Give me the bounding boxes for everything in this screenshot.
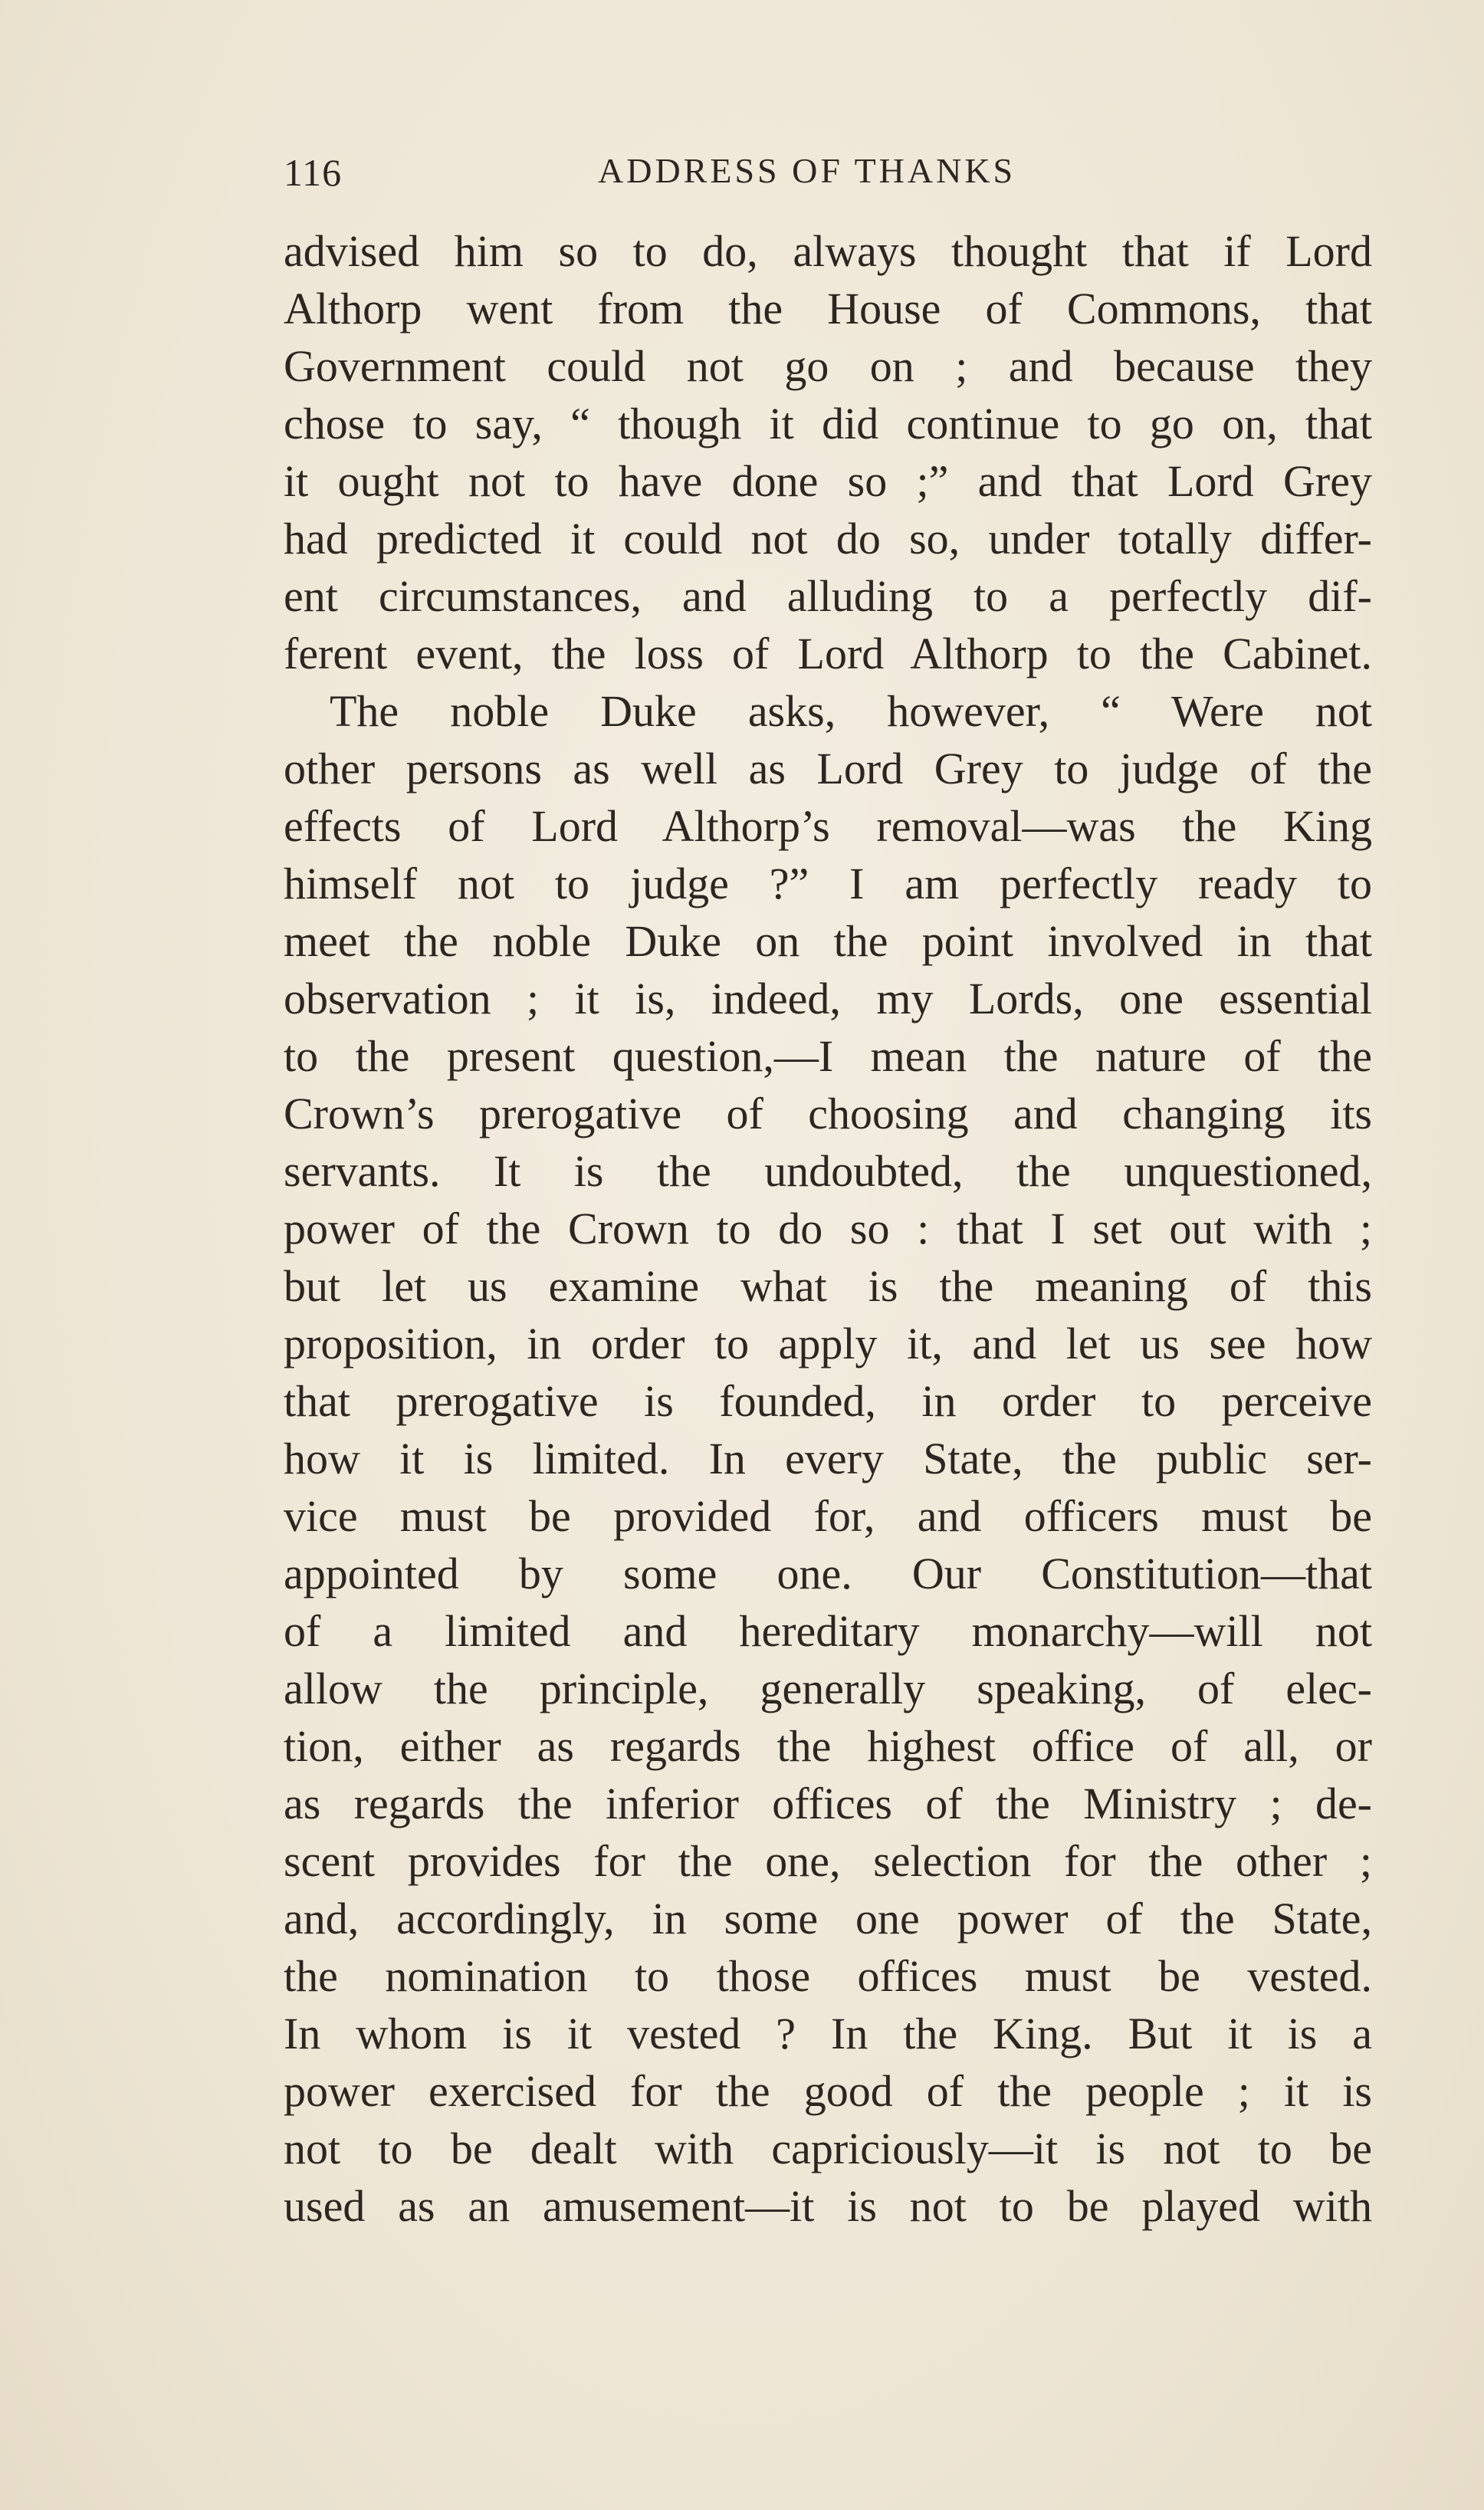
text-line: to the present question,—I mean the nature of the bbox=[284, 1031, 1372, 1081]
text-line: servants. It is the undoubted, the unquestioned, bbox=[284, 1146, 1372, 1196]
text-line: ent circumstances, and alluding to a perfectly dif- bbox=[284, 571, 1372, 621]
text-line: In whom is it vested ? In the King. But it is a bbox=[284, 2009, 1372, 2058]
text-line: it ought not to have done so ;” and that Lord Grey bbox=[284, 456, 1372, 506]
body-text bbox=[284, 222, 1372, 2235]
text-line: Government could not go on ; and because they bbox=[284, 341, 1372, 391]
text-line: Althorp went from the House of Commons, that bbox=[284, 284, 1372, 333]
text-line: Crown’s prerogative of choosing and changing its bbox=[284, 1089, 1372, 1138]
text-line: how it is limited. In every State, the public ser- bbox=[284, 1434, 1372, 1483]
text-line: used as an amusement—it is not to be played with bbox=[284, 2181, 1372, 2231]
text-line: power exercised for the good of the people ; it is bbox=[284, 2066, 1372, 2116]
text-line: power of the Crown to do so : that I set out with ; bbox=[284, 1204, 1372, 1253]
text-line: himself not to judge ?” I am perfectly ready to bbox=[284, 859, 1372, 908]
text-line: but let us examine what is the meaning of this bbox=[284, 1261, 1372, 1311]
text-line: other persons as well as Lord Grey to judge of the bbox=[284, 744, 1372, 793]
text-line: proposition, in order to apply it, and let us see how bbox=[284, 1319, 1372, 1368]
text-line: vice must be provided for, and officers must be bbox=[284, 1491, 1372, 1541]
text-line: chose to say, “ though it did continue to go on, that bbox=[284, 399, 1372, 448]
paragraph-start-line: The noble Duke asks, however, “ Were not bbox=[330, 686, 1372, 736]
text-line: observation ; it is, indeed, my Lords, one essential bbox=[284, 974, 1372, 1023]
text-line: not to be dealt with capriciously—it is not to be bbox=[284, 2124, 1372, 2173]
text-line: scent provides for the one, selection for the other ; bbox=[284, 1836, 1372, 1886]
text-line: advised him so to do, always thought that if Lord bbox=[284, 226, 1372, 276]
text-line: effects of Lord Althorp’s removal—was the King bbox=[284, 801, 1372, 851]
text-line: of a limited and hereditary monarchy—will not bbox=[284, 1606, 1372, 1656]
text-line: meet the noble Duke on the point involved in that bbox=[284, 916, 1372, 966]
page-header bbox=[284, 150, 1372, 204]
text-line: appointed by some one. Our Constitution—that bbox=[284, 1549, 1372, 1598]
text-line: tion, either as regards the highest office of all, or bbox=[284, 1721, 1372, 1771]
text-line: that prerogative is founded, in order to perceive bbox=[284, 1376, 1372, 1426]
page-number: 116 bbox=[284, 151, 343, 194]
text-line: as regards the inferior offices of the Ministry ; de- bbox=[284, 1779, 1372, 1828]
text-line: the nomination to those offices must be vested. bbox=[284, 1951, 1372, 2001]
text-line: had predicted it could not do so, under totally differ- bbox=[284, 514, 1372, 563]
running-head: ADDRESS OF THANKS bbox=[598, 151, 1016, 190]
text-line: allow the principle, generally speaking, of elec- bbox=[284, 1664, 1372, 1713]
text-line: ferent event, the loss of Lord Althorp to the Cabinet. bbox=[284, 629, 1372, 678]
text-line: and, accordingly, in some one power of the State, bbox=[284, 1894, 1372, 1943]
